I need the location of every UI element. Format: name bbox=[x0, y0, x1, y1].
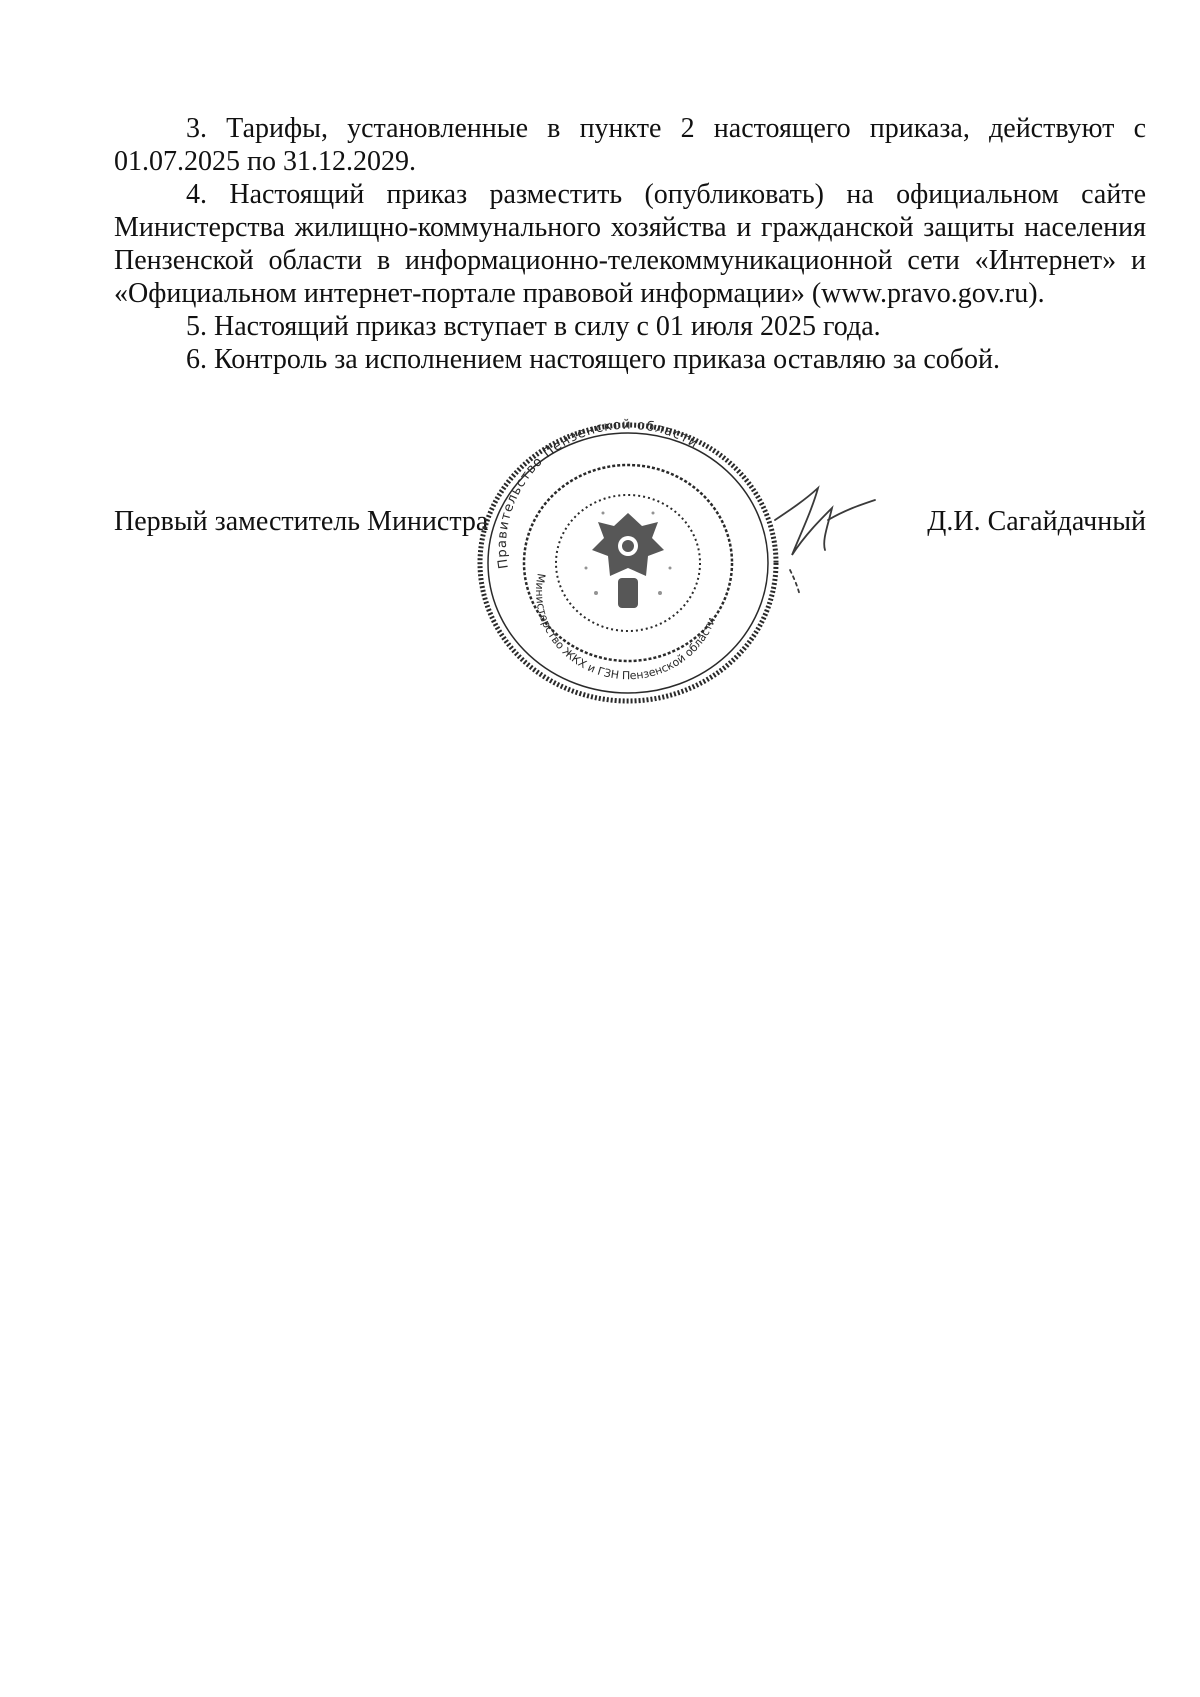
signer-position: Первый заместитель Министра bbox=[114, 506, 489, 537]
paragraph-5: 5. Настоящий приказ вступает в силу с 01 июля 2025 года. bbox=[186, 311, 881, 342]
paragraph-3: 3. Тарифы, установленные в пункте 2 настоящего приказа, действуют с 01.07.2025 по 31.12.2029. bbox=[114, 113, 1146, 177]
seal-outer-text: Правительство Пензенской области bbox=[494, 418, 702, 570]
handwritten-signature-icon bbox=[770, 480, 880, 600]
paragraph-4: 4. Настоящий приказ разместить (опубликовать) на официальном сайте Министерства жилищно-коммунального хозяйства и гражданской защиты населения Пензенской области в информационно-телекоммуникационной сети «Интернет» и «Официальном интернет-портале правовой информации» (www.pravo.gov.ru). bbox=[114, 179, 1146, 309]
seal-inner-text: Министерство ЖКХ и ГЗН Пензенской области bbox=[532, 572, 719, 683]
document-body bbox=[114, 112, 1146, 376]
signer-name: Д.И. Сагайдачный bbox=[927, 506, 1146, 537]
paragraph-6: 6. Контроль за исполнением настоящего приказа оставляю за собой. bbox=[186, 344, 1001, 375]
official-seal-icon bbox=[468, 418, 788, 708]
